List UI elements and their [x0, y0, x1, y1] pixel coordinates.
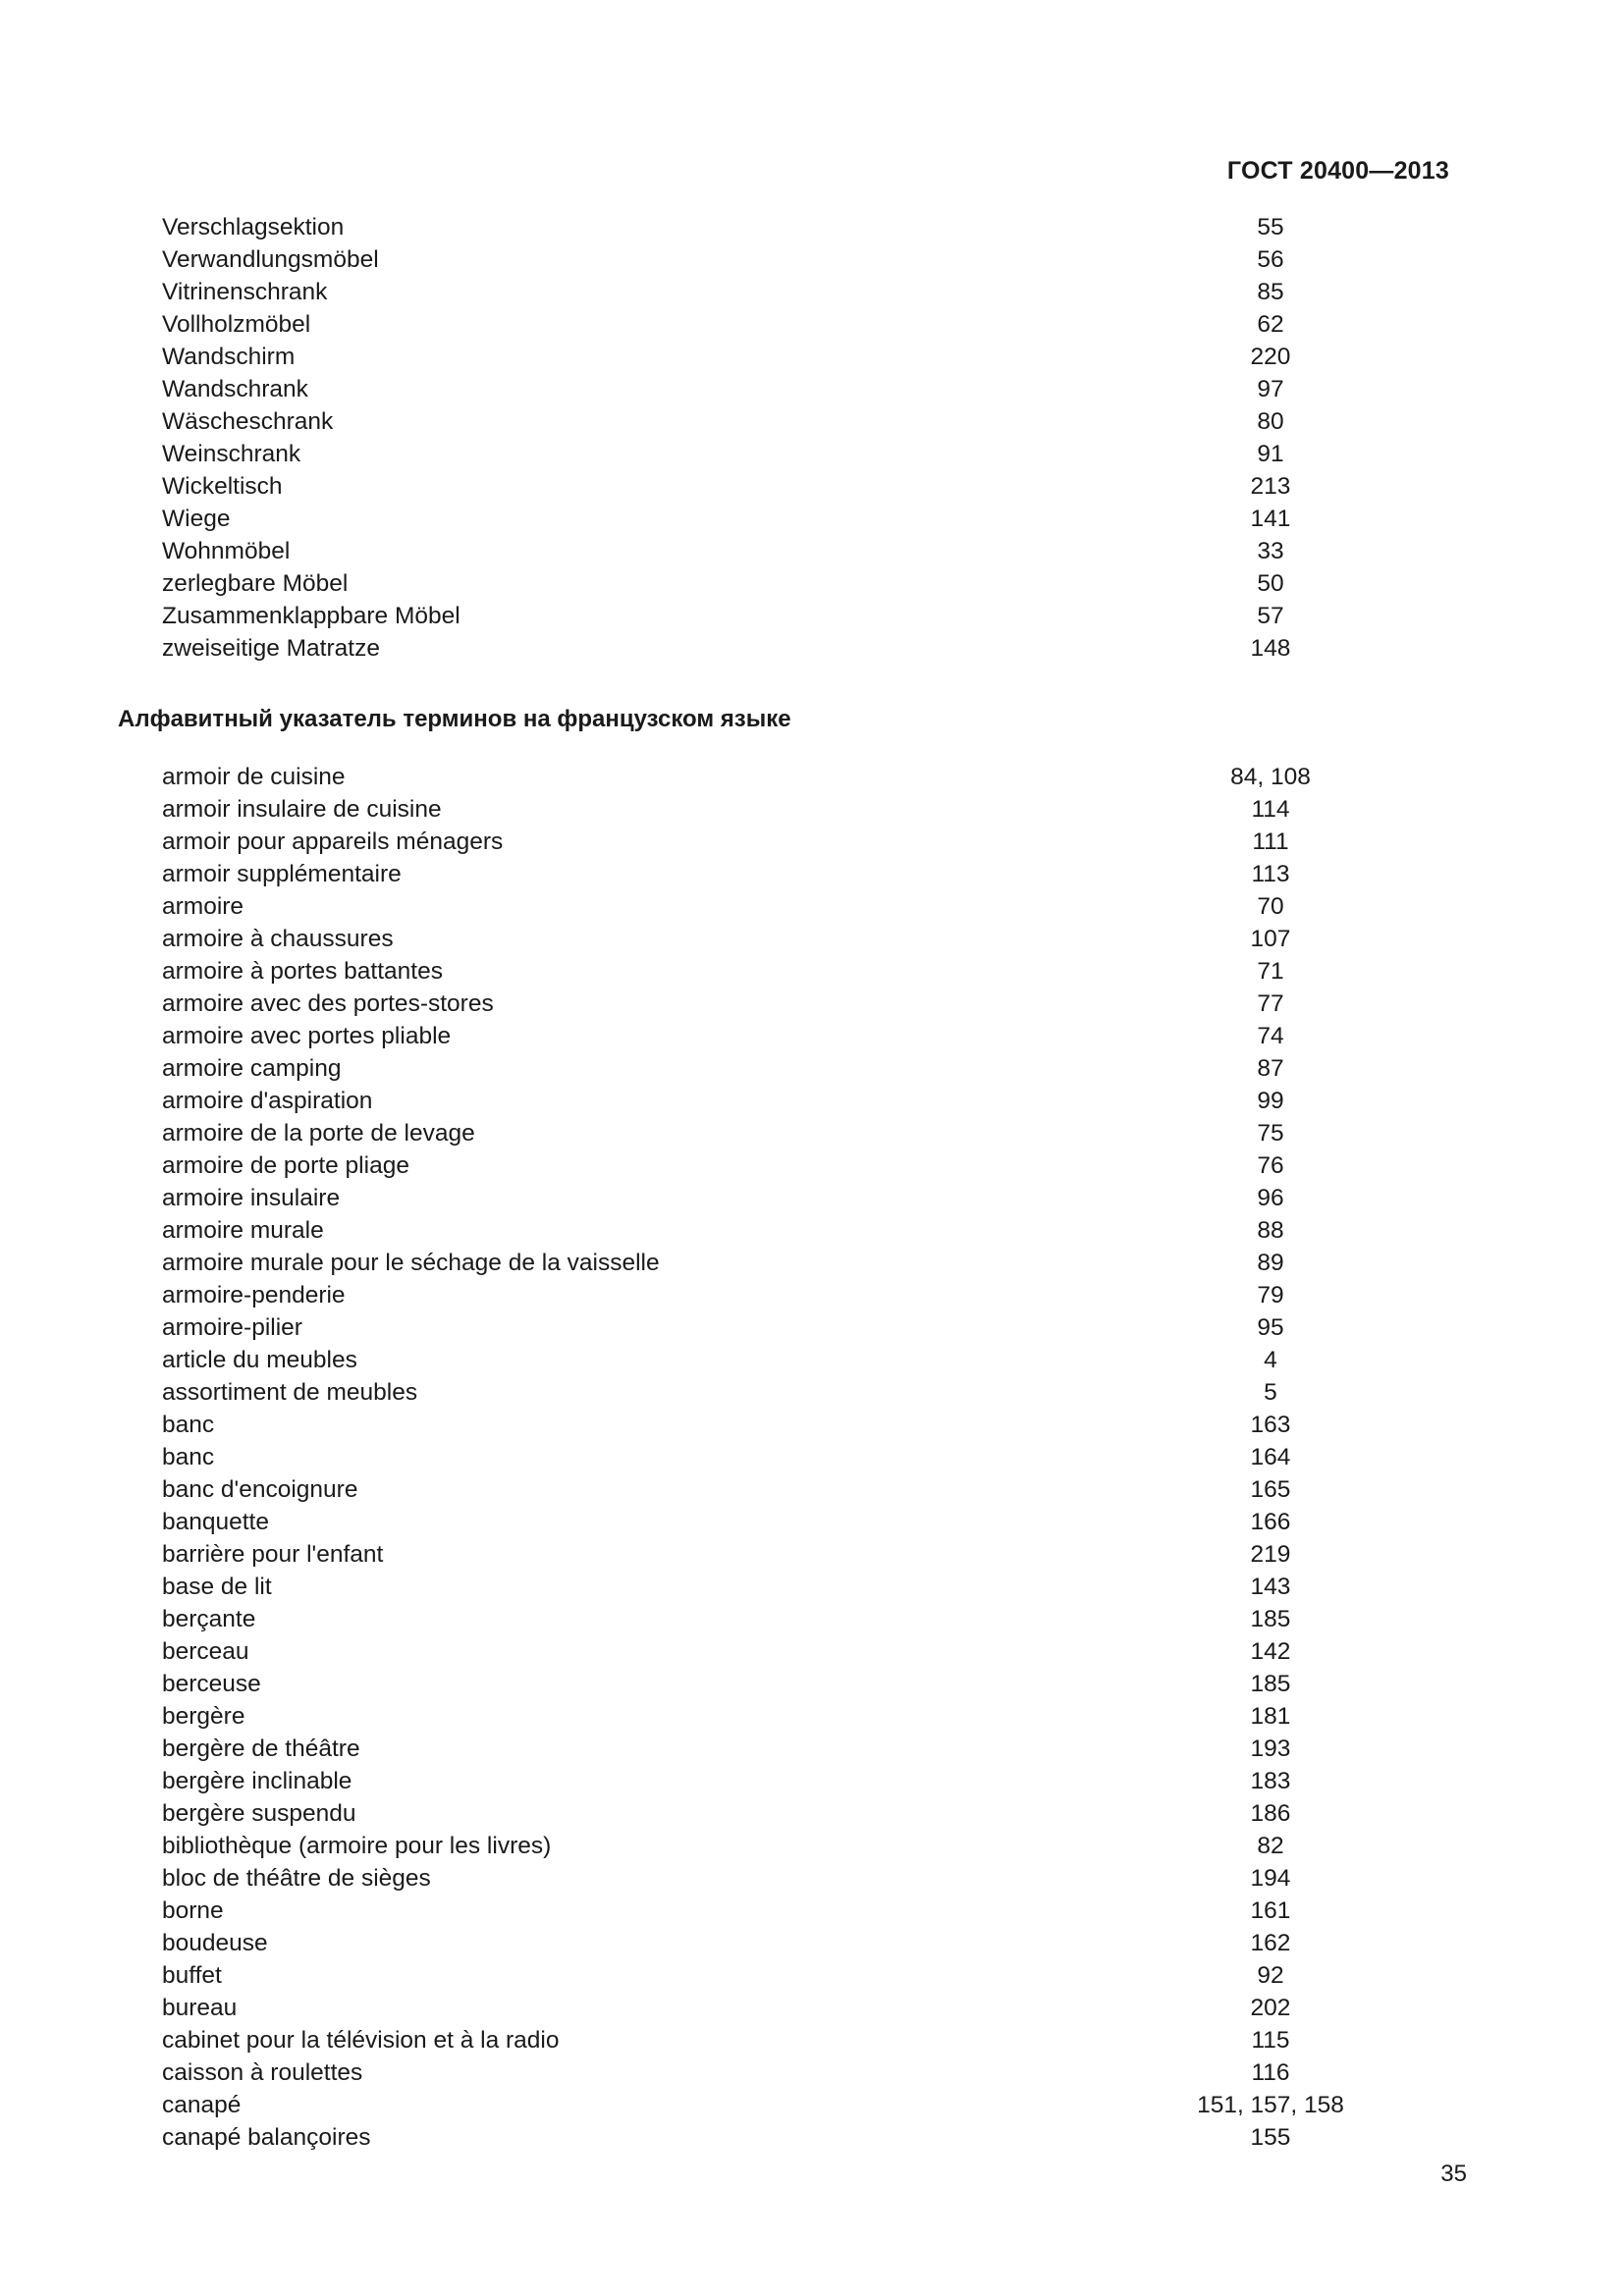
index-term: assortiment de meubles — [162, 1379, 418, 1406]
index-term: Vollholzmöbel — [162, 311, 311, 338]
index-pages: 165 — [1250, 1476, 1291, 1503]
index-term: bergère suspendu — [162, 1800, 356, 1827]
list-item — [118, 1765, 1506, 1797]
list-item — [118, 2121, 1506, 2154]
index-term: banc d'encoignure — [162, 1476, 358, 1503]
list-item — [118, 1441, 1506, 1473]
list-item — [118, 1376, 1506, 1409]
index-pages: 55 — [1257, 214, 1284, 240]
index-pages: 97 — [1257, 376, 1284, 402]
list-item — [118, 793, 1506, 826]
index-pages: 107 — [1250, 926, 1291, 952]
list-item — [118, 988, 1506, 1020]
index-pages: 151, 157, 158 — [1197, 2092, 1344, 2118]
index-pages: 183 — [1250, 1768, 1291, 1794]
list-item — [118, 2056, 1506, 2089]
index-pages: 4 — [1264, 1347, 1277, 1373]
list-item — [118, 341, 1506, 373]
index-term: Wäscheschrank — [162, 408, 334, 435]
index-term: Verschlagsektion — [162, 214, 345, 240]
index-term: borne — [162, 1897, 224, 1924]
list-item — [118, 276, 1506, 308]
index-term: bergère — [162, 1703, 245, 1730]
list-item — [118, 535, 1506, 567]
index-term: canapé — [162, 2092, 242, 2118]
index-pages: 76 — [1257, 1152, 1284, 1179]
index-term: article du meubles — [162, 1347, 357, 1373]
index-term: armoir insulaire de cuisine — [162, 796, 442, 823]
list-item — [118, 1862, 1506, 1895]
index-term: armoire-pilier — [162, 1314, 302, 1341]
index-term: base de lit — [162, 1574, 272, 1600]
index-pages: 87 — [1257, 1055, 1284, 1082]
french-index-title: Алфавитный указатель терминов на французском языке — [118, 706, 791, 732]
list-item — [118, 1117, 1506, 1149]
list-item — [118, 1700, 1506, 1733]
index-pages: 213 — [1250, 473, 1291, 500]
index-pages: 96 — [1257, 1185, 1284, 1211]
list-item — [118, 1959, 1506, 1992]
index-pages: 77 — [1257, 990, 1284, 1017]
index-pages: 155 — [1250, 2124, 1291, 2151]
index-pages: 84, 108 — [1230, 764, 1311, 790]
list-item — [118, 243, 1506, 276]
list-item — [118, 1020, 1506, 1052]
index-term: armoire murale — [162, 1217, 324, 1244]
list-item — [118, 1733, 1506, 1765]
index-pages: 161 — [1250, 1897, 1291, 1924]
index-term: armoire insulaire — [162, 1185, 341, 1211]
german-index-list — [118, 211, 1506, 665]
list-item — [118, 1668, 1506, 1700]
list-item — [118, 858, 1506, 890]
list-item — [118, 1992, 1506, 2024]
list-item — [118, 1247, 1506, 1279]
index-pages: 220 — [1250, 344, 1291, 370]
index-term: bibliothèque (armoire pour les livres) — [162, 1833, 552, 1859]
list-item — [118, 567, 1506, 600]
list-item — [118, 1895, 1506, 1927]
index-term: armoir supplémentaire — [162, 861, 402, 887]
list-item — [118, 761, 1506, 793]
index-term: Vitrinenschrank — [162, 279, 328, 305]
index-term: bureau — [162, 1995, 238, 2021]
index-pages: 92 — [1257, 1962, 1284, 1989]
index-term: zweiseitige Matratze — [162, 635, 380, 662]
list-item — [118, 405, 1506, 438]
index-pages: 57 — [1257, 603, 1284, 629]
index-pages: 113 — [1251, 861, 1290, 887]
document-header: ГОСТ 20400—2013 — [1226, 157, 1449, 185]
index-pages: 143 — [1250, 1574, 1291, 1600]
list-item — [118, 373, 1506, 405]
index-pages: 115 — [1251, 2027, 1290, 2054]
index-pages: 219 — [1250, 1541, 1291, 1568]
index-term: caisson à roulettes — [162, 2059, 363, 2086]
french-index-list — [118, 761, 1506, 2154]
list-item — [118, 438, 1506, 470]
index-pages: 71 — [1257, 958, 1284, 985]
index-pages: 163 — [1250, 1412, 1291, 1438]
index-term: berçante — [162, 1606, 256, 1632]
list-item — [118, 1635, 1506, 1668]
index-term: Zusammenklappbare Möbel — [162, 603, 460, 629]
list-item — [118, 1214, 1506, 1247]
list-item — [118, 2024, 1506, 2056]
list-item — [118, 1830, 1506, 1862]
list-item — [118, 1085, 1506, 1117]
index-term: armoire d'aspiration — [162, 1088, 373, 1114]
index-term: armoire de porte pliage — [162, 1152, 409, 1179]
index-pages: 185 — [1250, 1606, 1291, 1632]
index-pages: 95 — [1257, 1314, 1284, 1341]
index-pages: 114 — [1251, 796, 1290, 823]
index-pages: 50 — [1257, 570, 1284, 597]
list-item — [118, 1409, 1506, 1441]
index-pages: 194 — [1250, 1865, 1291, 1892]
index-term: armoire-penderie — [162, 1282, 346, 1308]
index-pages: 89 — [1257, 1250, 1284, 1276]
list-item — [118, 1149, 1506, 1182]
list-item — [118, 1311, 1506, 1344]
document-content — [118, 211, 1506, 2154]
index-pages: 82 — [1257, 1833, 1284, 1859]
index-term: cabinet pour la télévision et à la radio — [162, 2027, 560, 2054]
index-term: armoire murale pour le séchage de la vaisselle — [162, 1250, 660, 1276]
index-term: Wandschrank — [162, 376, 308, 402]
index-pages: 85 — [1257, 279, 1284, 305]
index-pages: 74 — [1257, 1023, 1284, 1049]
index-term: armoire à chaussures — [162, 926, 394, 952]
index-term: banc — [162, 1412, 215, 1438]
index-term: banc — [162, 1444, 215, 1470]
index-pages: 116 — [1251, 2059, 1290, 2086]
index-term: armoire camping — [162, 1055, 342, 1082]
index-term: armoir de cuisine — [162, 764, 346, 790]
list-item — [118, 923, 1506, 955]
index-pages: 75 — [1257, 1120, 1284, 1147]
index-pages: 80 — [1257, 408, 1284, 435]
index-term: bergère de théâtre — [162, 1735, 360, 1762]
index-pages: 99 — [1257, 1088, 1284, 1114]
index-pages: 164 — [1250, 1444, 1291, 1470]
index-pages: 162 — [1250, 1930, 1291, 1956]
list-item — [118, 1927, 1506, 1959]
index-pages: 56 — [1257, 246, 1284, 273]
index-pages: 70 — [1257, 893, 1284, 920]
list-item — [118, 1052, 1506, 1085]
list-item — [118, 1506, 1506, 1538]
list-item — [118, 1182, 1506, 1214]
index-term: armoire avec des portes-stores — [162, 990, 494, 1017]
list-item — [118, 632, 1506, 665]
index-term: buffet — [162, 1962, 222, 1989]
list-item — [118, 2089, 1506, 2121]
list-item — [118, 826, 1506, 858]
index-term: Weinschrank — [162, 441, 301, 467]
index-pages: 148 — [1250, 635, 1291, 662]
index-term: berceau — [162, 1638, 249, 1665]
list-item — [118, 503, 1506, 535]
list-item — [118, 308, 1506, 341]
index-pages: 202 — [1250, 1995, 1291, 2021]
index-term: canapé balançoires — [162, 2124, 371, 2151]
index-term: Verwandlungsmöbel — [162, 246, 379, 273]
index-term: armoire à portes battantes — [162, 958, 443, 985]
index-pages: 185 — [1250, 1671, 1291, 1697]
list-item — [118, 1473, 1506, 1506]
list-item — [118, 470, 1506, 503]
index-term: Wandschirm — [162, 344, 296, 370]
index-term: armoire — [162, 893, 244, 920]
list-item — [118, 955, 1506, 988]
index-term: armoire avec portes pliable — [162, 1023, 452, 1049]
index-term: Wiege — [162, 506, 231, 532]
list-item — [118, 1344, 1506, 1376]
index-pages: 186 — [1250, 1800, 1291, 1827]
index-pages: 79 — [1257, 1282, 1284, 1308]
index-term: boudeuse — [162, 1930, 268, 1956]
index-pages: 142 — [1250, 1638, 1291, 1665]
list-item — [118, 1279, 1506, 1311]
index-pages: 141 — [1250, 506, 1291, 532]
list-item — [118, 1538, 1506, 1571]
index-pages: 88 — [1257, 1217, 1284, 1244]
index-term: armoire de la porte de levage — [162, 1120, 475, 1147]
index-term: Wickeltisch — [162, 473, 283, 500]
index-term: zerlegbare Möbel — [162, 570, 349, 597]
index-pages: 33 — [1257, 538, 1284, 564]
index-pages: 193 — [1250, 1735, 1291, 1762]
index-term: Wohnmöbel — [162, 538, 291, 564]
list-item — [118, 1571, 1506, 1603]
index-pages: 181 — [1250, 1703, 1291, 1730]
index-pages: 5 — [1264, 1379, 1277, 1406]
page-number: 35 — [1440, 2161, 1467, 2187]
list-item — [118, 600, 1506, 632]
index-pages: 91 — [1257, 441, 1284, 467]
index-term: barrière pour l'enfant — [162, 1541, 384, 1568]
list-item — [118, 211, 1506, 243]
index-pages: 62 — [1257, 311, 1284, 338]
index-term: berceuse — [162, 1671, 261, 1697]
index-term: banquette — [162, 1509, 269, 1535]
list-item — [118, 1603, 1506, 1635]
list-item — [118, 1797, 1506, 1830]
index-term: bloc de théâtre de sièges — [162, 1865, 431, 1892]
index-pages: 111 — [1252, 828, 1289, 855]
index-pages: 166 — [1250, 1509, 1291, 1535]
index-term: armoir pour appareils ménagers — [162, 828, 504, 855]
list-item — [118, 890, 1506, 923]
index-term: bergère inclinable — [162, 1768, 352, 1794]
